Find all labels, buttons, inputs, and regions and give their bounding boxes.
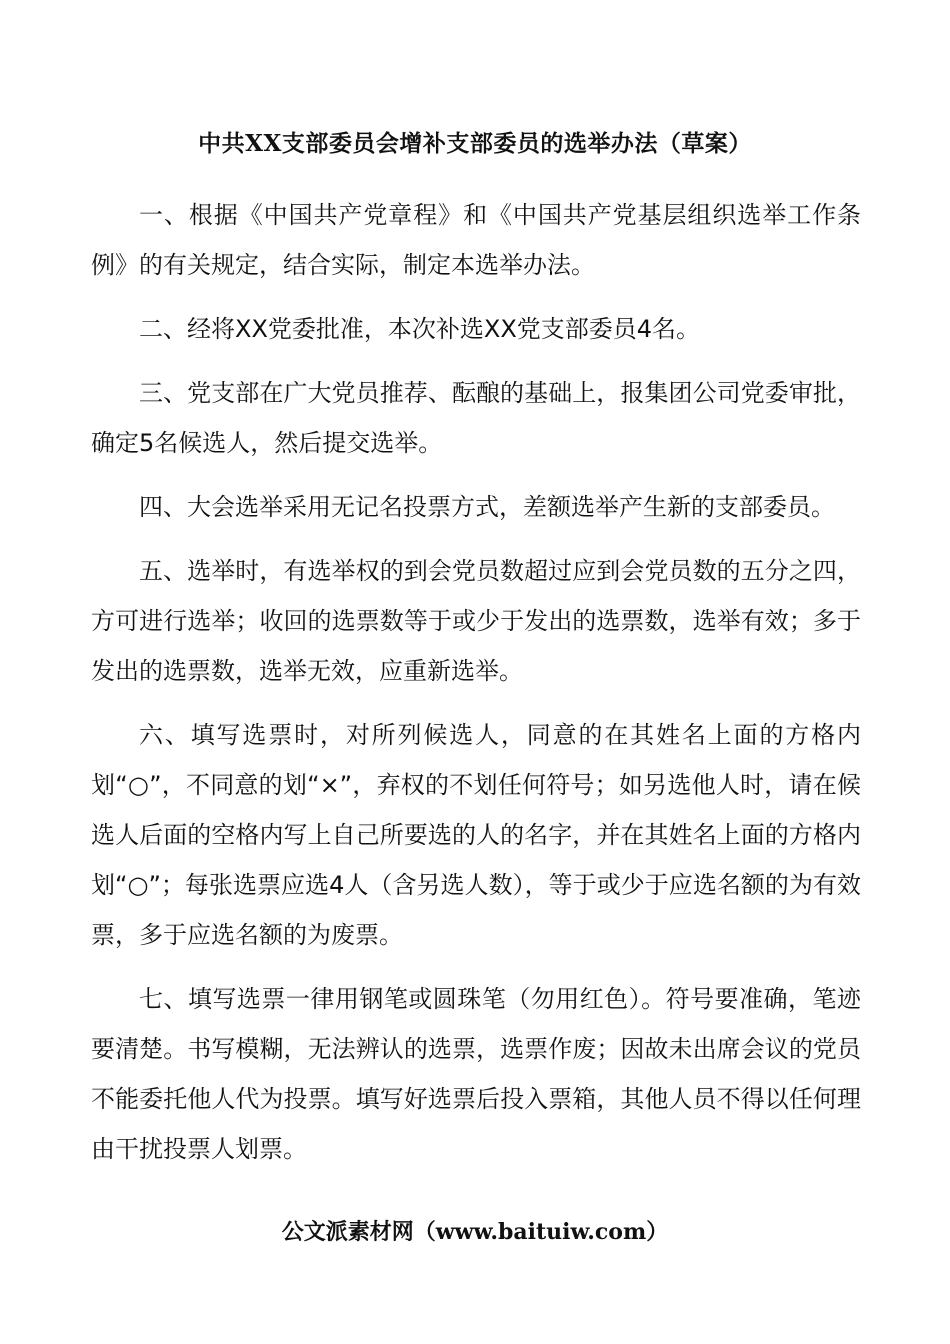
document-body [91,190,861,1188]
paragraph-5: 五、选举时，有选举权的到会党员数超过应到会党员数的五分之四，方可进行选举；收回的选票数等于或少于发出的选票数，选举有效；多于发出的选票数，选举无效，应重新选举。 [91,557,861,685]
footer-watermark: 公文派素材网（www.baituiw.com） [281,1219,669,1245]
paragraph-2: 二、经将XX党委批准，本次补选XX党支部委员4名。 [139,315,701,343]
paragraph-3: 三、党支部在广大党员推荐、酝酿的基础上，报集团公司党委审批，确定5名候选人，然后提交选举。 [91,379,861,457]
paragraph-1: 一、根据《中国共产党章程》和《中国共产党基层组织选举工作条例》的有关规定，结合实际，制定本选举办法。 [91,201,861,279]
paragraph-7: 七、填写选票一律用钢笔或圆珠笔（勿用红色）。符号要准确，笔迹要清楚。书写模糊，无法辨认的选票，选票作废；因故未出席会议的党员不能委托他人代为投票。填写好选票后投入票箱，其他人员不得以任何理由干扰投票人划票。 [91,985,861,1163]
paragraph-4: 四、大会选举采用无记名投票方式，差额选举产生新的支部委员。 [139,493,835,521]
document-title: 中共XX支部委员会增补支部委员的选举办法（草案） [198,130,752,157]
paragraph-6: 六、填写选票时，对所列候选人，同意的在其姓名上面的方格内划“○”，不同意的划“×”，弃权的不划任何符号；如另选他人时，请在候选人后面的空格内写上自己所要选的人的名字，并在其姓名上面的方格内划“○”；每张选票应选4人（含另选人数），等于或少于应选名额的为有效票，多于应选名额的为废票。 [91,721,861,949]
